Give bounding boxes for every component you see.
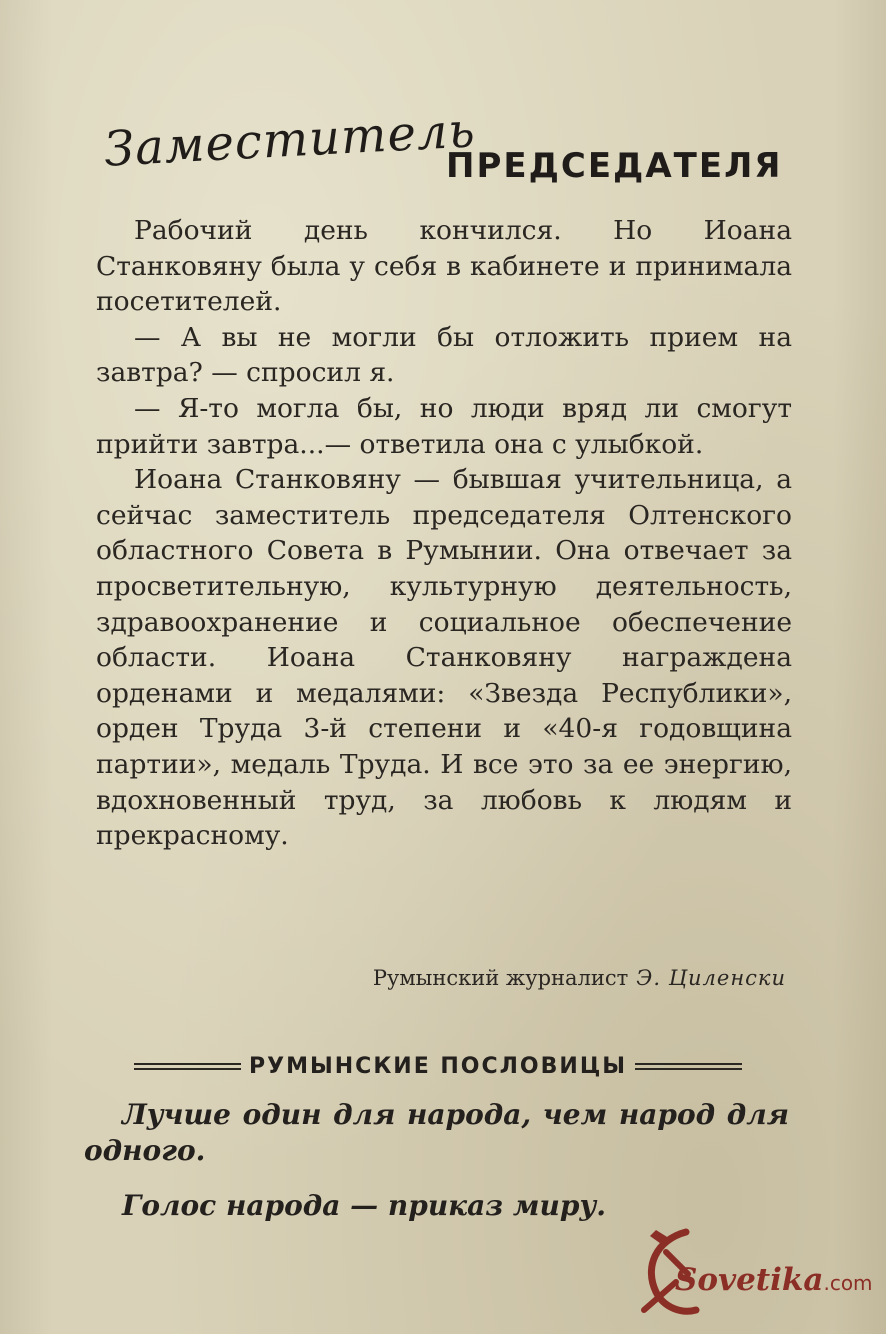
title-script: Заместитель	[102, 102, 477, 178]
proverb-item: Лучше один для народа, чем народ для одного.	[84, 1098, 789, 1167]
signature-author: Э. Циленски	[636, 966, 786, 990]
article-paragraph: Иоана Станковяну — бывшая учительница, а сейчас заместитель председателя Олтенского областного Совета в Румынии. Она отвечает за просветительную, культурную деятельность, здравоохранение и социальное обеспечение области. Иоана Станковяну награждена орденами и медалями: «Звезда Республики», орден Труда 3-й степени и «40-я годовщина партии», медаль Труда. И все это за ее энергию, вдохновенный труд, за любовь к людям и прекрасному.	[96, 464, 792, 852]
proverb-item: Голос народа — приказ миру.	[122, 1189, 606, 1222]
proverbs-heading: РУМЫНСКИЕ ПОСЛОВИЦЫ	[248, 1054, 628, 1079]
proverbs-header	[134, 1054, 742, 1079]
article-signature	[373, 966, 786, 990]
article-body	[96, 213, 792, 854]
article-paragraph: Рабочий день кончился. Но Иоана Станковяну была у себя в кабинете и принимала посетителей.	[96, 215, 792, 318]
double-rule-left	[134, 1063, 241, 1070]
watermark-text: Sovetika.com	[675, 1262, 873, 1298]
article-paragraph: — А вы не могли бы отложить прием на завтра? — спросил я.	[96, 321, 792, 389]
article-paragraph: — Я-то могла бы, но люди вряд ли смогут прийти завтра...— ответила она с улыбкой.	[96, 392, 792, 460]
title-block: ПРЕДСЕДАТЕЛЯ	[446, 146, 783, 186]
double-rule-right	[635, 1063, 742, 1070]
signature-role: Румынский журналист	[372, 966, 629, 990]
